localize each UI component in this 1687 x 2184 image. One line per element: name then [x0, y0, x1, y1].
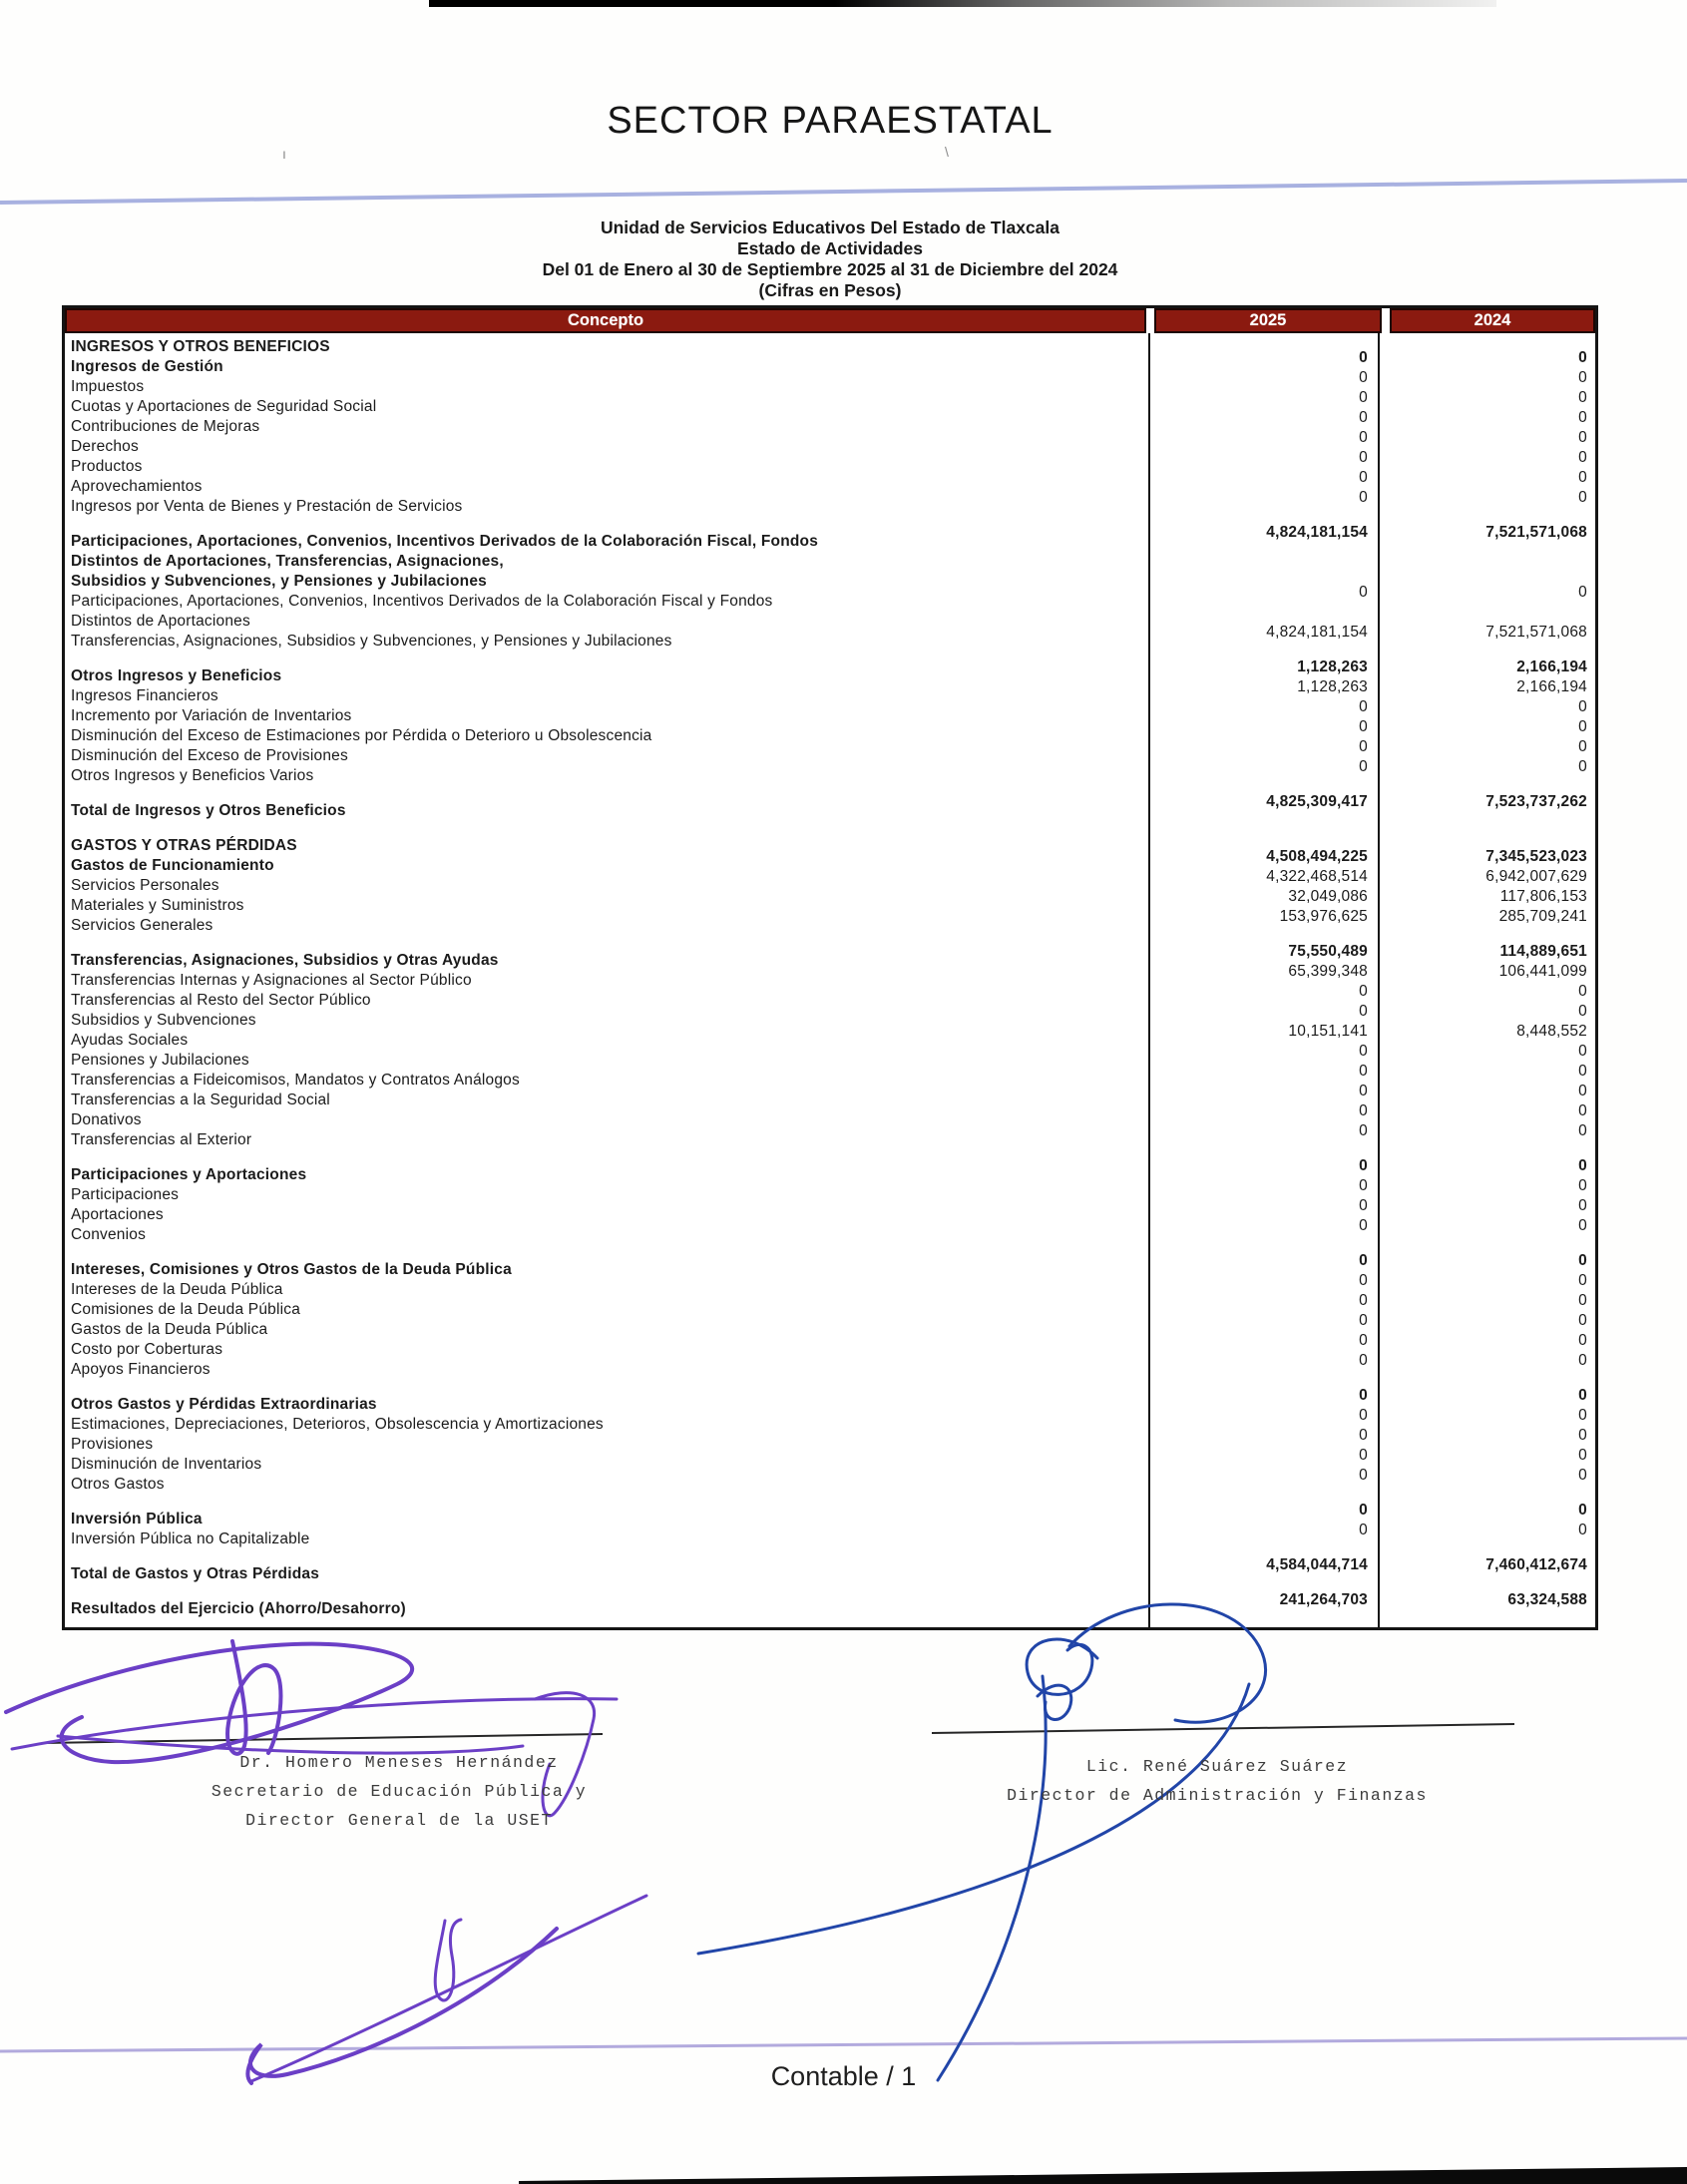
- table-row: [65, 1467, 1595, 1495]
- concept-label: Otros Gastos y Pérdidas Extraordinarias: [71, 1396, 377, 1413]
- table-row: [65, 908, 1595, 936]
- table-row: [65, 1352, 1595, 1380]
- value-2024: 0: [1578, 718, 1587, 735]
- value-2024: 0: [1578, 429, 1587, 446]
- value-2024: 0: [1578, 1427, 1587, 1444]
- value-2025: 0: [1359, 1252, 1368, 1269]
- value-2025: 65,399,348: [1288, 963, 1368, 980]
- value-2024: 0: [1578, 449, 1587, 466]
- value-2024: 0: [1578, 1177, 1587, 1194]
- table-row: [65, 793, 1595, 821]
- concept-label: Comisiones de la Deuda Pública: [71, 1301, 301, 1318]
- value-2024: [1378, 337, 1595, 357]
- value-2024: 0: [1578, 1157, 1587, 1174]
- table-row: [65, 1122, 1595, 1150]
- concept-label: Aprovechamientos: [71, 478, 203, 495]
- value-2025: 0: [1359, 718, 1368, 735]
- concept-label: Participaciones, Aportaciones, Convenios, Incentivos Derivados de la Colaboración Fiscal, Fondos Distintos de Aportaciones, Transferencias, Asignaciones, Subsidios y Subvenciones, y Pensiones y Jubilaciones: [71, 533, 819, 590]
- value-2024: 7,523,737,262: [1485, 793, 1587, 810]
- value-2024: 0: [1578, 1467, 1587, 1484]
- value-2024: 106,441,099: [1498, 963, 1587, 980]
- concept-label: Disminución del Exceso de Provisiones: [71, 747, 348, 764]
- signatory-name: Lic. René Suárez Suárez: [1085, 1757, 1349, 1776]
- value-2025: 153,976,625: [1279, 908, 1368, 925]
- value-2024: 0: [1578, 1292, 1587, 1309]
- entity-name: Unidad de Servicios Educativos Del Estado de Tlaxcala: [600, 218, 1060, 237]
- scan-artifact-top-bar: [429, 0, 1496, 7]
- concept-label: Transferencias a la Seguridad Social: [71, 1092, 330, 1108]
- top-divider-rule: [0, 181, 1687, 203]
- concept-label: Ingresos por Venta de Bienes y Prestación de Servicios: [71, 498, 463, 515]
- value-2024: 0: [1578, 1252, 1587, 1269]
- value-2024: 7,521,571,068: [1485, 624, 1587, 641]
- signatory-title: Director General de la USET: [245, 1811, 553, 1830]
- value-2025: 0: [1359, 469, 1368, 486]
- concept-label: Derechos: [71, 438, 139, 455]
- signature-line-right: [932, 1724, 1514, 1733]
- value-2025: 0: [1359, 449, 1368, 466]
- value-2024: 0: [1578, 758, 1587, 775]
- value-2025: 4,584,044,714: [1266, 1556, 1368, 1573]
- table-row: [65, 1522, 1595, 1549]
- concept-label: Materiales y Suministros: [71, 897, 244, 914]
- value-2025: 0: [1359, 369, 1368, 386]
- concept-label: Resultados del Ejercicio (Ahorro/Desahorro): [71, 1600, 406, 1617]
- concept-label: Convenios: [71, 1226, 147, 1243]
- concept-label: Impuestos: [71, 378, 145, 395]
- value-2025: 0: [1359, 1083, 1368, 1099]
- table-row: [65, 624, 1595, 652]
- value-2024: 285,709,241: [1498, 908, 1587, 925]
- column-header-2024: 2024: [1390, 308, 1595, 333]
- value-2024: 7,521,571,068: [1485, 524, 1587, 541]
- value-2025: 0: [1359, 1502, 1368, 1519]
- value-2024: 0: [1578, 1522, 1587, 1538]
- value-2024: 0: [1578, 1502, 1587, 1519]
- concept-label: Ayudas Sociales: [71, 1032, 189, 1049]
- value-2024: 6,942,007,629: [1485, 868, 1587, 885]
- value-2024: 0: [1578, 369, 1587, 386]
- value-2024: 0: [1578, 584, 1587, 601]
- value-2024: 0: [1578, 698, 1587, 715]
- value-2025: 32,049,086: [1288, 888, 1368, 905]
- value-2024: 0: [1578, 1102, 1587, 1119]
- value-2024: 0: [1578, 1197, 1587, 1214]
- signature-block-left: [115, 1748, 683, 1835]
- value-2025: 0: [1359, 1063, 1368, 1080]
- signature-ink-right: [698, 1604, 1266, 2080]
- value-2025: 0: [1359, 698, 1368, 715]
- value-2025: 1,128,263: [1297, 678, 1368, 695]
- value-2025: 0: [1359, 429, 1368, 446]
- column-divider: [1378, 333, 1380, 1627]
- value-2024: 117,806,153: [1499, 888, 1587, 905]
- signature-line-left: [44, 1734, 603, 1743]
- concept-label: Incremento por Variación de Inventarios: [71, 707, 352, 724]
- footer-divider-rule: [0, 2038, 1687, 2051]
- value-2024: 2,166,194: [1516, 678, 1587, 695]
- scan-speck: \: [945, 144, 949, 160]
- value-2024: 0: [1578, 1083, 1587, 1099]
- concept-label: Disminución del Exceso de Estimaciones por Pérdida o Deterioro u Obsolescencia: [71, 727, 652, 744]
- concept-label: Gastos de Funcionamiento: [71, 857, 274, 874]
- value-2025: 0: [1359, 1427, 1368, 1444]
- value-2024: 0: [1578, 1387, 1587, 1404]
- concept-label: Estimaciones, Depreciaciones, Deterioros, Obsolescencia y Amortizaciones: [71, 1416, 604, 1433]
- table-row: [65, 1591, 1595, 1619]
- concept-label: Inversión Pública no Capitalizable: [71, 1530, 310, 1547]
- value-2025: 0: [1359, 1003, 1368, 1020]
- concept-label: Transferencias, Asignaciones, Subsidios y Otras Ayudas: [71, 952, 499, 969]
- table-body: [65, 333, 1595, 1627]
- value-2025: 0: [1359, 983, 1368, 1000]
- concept-label: Total de Ingresos y Otros Beneficios: [71, 802, 346, 819]
- value-2024: 8,448,552: [1516, 1023, 1587, 1040]
- concept-label: Ingresos Financieros: [71, 687, 218, 704]
- value-2025: 75,550,489: [1288, 943, 1368, 960]
- concept-label: GASTOS Y OTRAS PÉRDIDAS: [71, 837, 297, 854]
- concept-label: Transferencias Internas y Asignaciones al Sector Público: [71, 972, 472, 989]
- value-2025: 4,824,181,154: [1266, 524, 1368, 541]
- value-2025: 0: [1359, 1217, 1368, 1234]
- value-2024: 0: [1578, 409, 1587, 426]
- concept-label: Inversión Pública: [71, 1511, 203, 1528]
- value-2024: 114,889,651: [1499, 943, 1587, 960]
- statement-table: [62, 305, 1598, 1630]
- value-2025: 4,824,181,154: [1266, 624, 1368, 641]
- column-divider: [1148, 333, 1150, 1627]
- value-2024: 0: [1578, 1122, 1587, 1139]
- value-2025: 0: [1359, 1387, 1368, 1404]
- value-2025: 0: [1359, 1102, 1368, 1119]
- value-2024: 0: [1578, 1003, 1587, 1020]
- scan-artifact-bottom-bar: [519, 2167, 1687, 2184]
- value-2025: 4,322,468,514: [1266, 868, 1368, 885]
- value-2025: 0: [1359, 1352, 1368, 1369]
- value-2024: 0: [1578, 1312, 1587, 1329]
- concept-label: Total de Gastos y Otras Pérdidas: [71, 1565, 320, 1582]
- concept-label: Transferencias a Fideicomisos, Mandatos y Contratos Análogos: [71, 1072, 520, 1089]
- concept-label: Otros Gastos: [71, 1476, 165, 1493]
- statement-name: Estado de Actividades: [736, 238, 924, 258]
- concept-label: Aportaciones: [71, 1206, 164, 1223]
- value-2025: 10,151,141: [1288, 1023, 1368, 1040]
- value-2024: 0: [1578, 1272, 1587, 1289]
- concept-label: Gastos de la Deuda Pública: [71, 1321, 268, 1338]
- value-2025: 0: [1359, 1272, 1368, 1289]
- value-2024: 0: [1578, 349, 1587, 366]
- value-2025: 0: [1359, 349, 1368, 366]
- page-footer-label: Contable / 1: [770, 2061, 917, 2091]
- value-2024: 0: [1578, 1447, 1587, 1464]
- value-2024: 63,324,588: [1507, 1591, 1587, 1608]
- value-2024: 0: [1578, 738, 1587, 755]
- table-row: [65, 489, 1595, 517]
- concept-label: Cuotas y Aportaciones de Seguridad Social: [71, 398, 377, 415]
- value-2025: 0: [1359, 1312, 1368, 1329]
- value-2025: [1148, 337, 1378, 357]
- value-2025: 0: [1359, 1197, 1368, 1214]
- value-2024: 7,460,412,674: [1485, 1556, 1587, 1573]
- value-2025: 1,128,263: [1297, 658, 1368, 675]
- value-2025: 0: [1359, 584, 1368, 601]
- value-2025: 0: [1359, 1407, 1368, 1424]
- value-2025: 4,825,309,417: [1266, 793, 1368, 810]
- value-2024: 0: [1578, 1043, 1587, 1060]
- value-2025: 0: [1359, 1292, 1368, 1309]
- concept-label: Provisiones: [71, 1436, 154, 1453]
- value-2024: 0: [1578, 1407, 1587, 1424]
- concept-label: Servicios Personales: [71, 877, 219, 894]
- column-header-2025: 2025: [1154, 308, 1382, 333]
- concept-label: Costo por Coberturas: [71, 1341, 223, 1358]
- value-2024: 0: [1578, 1063, 1587, 1080]
- concept-label: Intereses de la Deuda Pública: [71, 1281, 283, 1298]
- concept-label: Contribuciones de Mejoras: [71, 418, 260, 435]
- concept-label: Participaciones y Aportaciones: [71, 1166, 307, 1183]
- value-2024: 0: [1578, 389, 1587, 406]
- value-2025: 0: [1359, 1157, 1368, 1174]
- value-2025: 4,508,494,225: [1266, 848, 1368, 865]
- concept-label: Disminución de Inventarios: [71, 1456, 262, 1473]
- value-2025: 0: [1359, 738, 1368, 755]
- value-2024: 0: [1578, 489, 1587, 506]
- signatory-title: Director de Administración y Finanzas: [1007, 1786, 1428, 1805]
- value-2025: 0: [1359, 1043, 1368, 1060]
- value-2024: 2,166,194: [1516, 658, 1587, 675]
- concept-label: Transferencias al Exterior: [71, 1131, 252, 1148]
- value-2025: 0: [1359, 758, 1368, 775]
- concept-label: Donativos: [71, 1111, 142, 1128]
- currency-note: (Cifras en Pesos): [758, 280, 902, 300]
- concept-label: Transferencias, Asignaciones, Subsidios y Subvenciones, y Pensiones y Jubilaciones: [71, 633, 672, 650]
- table-row: [65, 1217, 1595, 1245]
- concept-label: INGRESOS Y OTROS BENEFICIOS: [71, 338, 330, 355]
- value-2025: 0: [1359, 1467, 1368, 1484]
- period-line: Del 01 de Enero al 30 de Septiembre 2025 al 31 de Diciembre del 2024: [542, 259, 1118, 279]
- value-2025: 241,264,703: [1279, 1591, 1368, 1608]
- value-2025: 0: [1359, 1177, 1368, 1194]
- table-row: [65, 1556, 1595, 1584]
- value-2025: 0: [1359, 489, 1368, 506]
- table-row: [65, 758, 1595, 786]
- concept-label: Participaciones: [71, 1186, 180, 1203]
- sector-heading: SECTOR PARAESTATAL: [607, 100, 1054, 142]
- value-2025: 0: [1359, 389, 1368, 406]
- value-2025: 0: [1359, 1447, 1368, 1464]
- value-2024: 0: [1578, 1352, 1587, 1369]
- concept-label: Transferencias al Resto del Sector Público: [71, 992, 371, 1009]
- value-2025: 0: [1359, 409, 1368, 426]
- signatory-title: Secretario de Educación Pública y: [211, 1782, 588, 1801]
- concept-label: Pensiones y Jubilaciones: [71, 1052, 249, 1069]
- value-2024: 0: [1578, 469, 1587, 486]
- value-2024: 0: [1578, 1332, 1587, 1349]
- signature-ink-left: [6, 1641, 646, 2083]
- value-2024: 0: [1578, 1217, 1587, 1234]
- concept-label: Servicios Generales: [71, 917, 213, 934]
- concept-label: Otros Ingresos y Beneficios Varios: [71, 767, 314, 784]
- value-2024: 0: [1578, 983, 1587, 1000]
- value-2025: 0: [1359, 1522, 1368, 1538]
- document-title-block: [0, 218, 1660, 301]
- value-2024: 7,345,523,023: [1485, 848, 1587, 865]
- concept-label: Intereses, Comisiones y Otros Gastos de la Deuda Pública: [71, 1261, 512, 1278]
- concept-label: Apoyos Financieros: [71, 1361, 211, 1378]
- concept-label: Otros Ingresos y Beneficios: [71, 667, 282, 684]
- concept-label: Productos: [71, 458, 143, 475]
- column-header-concepto: Concepto: [65, 308, 1146, 333]
- value-2025: 0: [1359, 1332, 1368, 1349]
- concept-label: Participaciones, Aportaciones, Convenios, Incentivos Derivados de la Colaboración Fiscal y Fondos Distintos de Aportaciones: [71, 593, 773, 630]
- table-header: [65, 308, 1595, 333]
- concept-label: Ingresos de Gestión: [71, 358, 223, 375]
- value-2025: 0: [1359, 1122, 1368, 1139]
- signature-block-right: [943, 1752, 1491, 1810]
- concept-label: Subsidios y Subvenciones: [71, 1012, 256, 1029]
- signatory-name: Dr. Homero Meneses Hernández: [239, 1753, 559, 1772]
- scan-speck: ı: [282, 146, 286, 162]
